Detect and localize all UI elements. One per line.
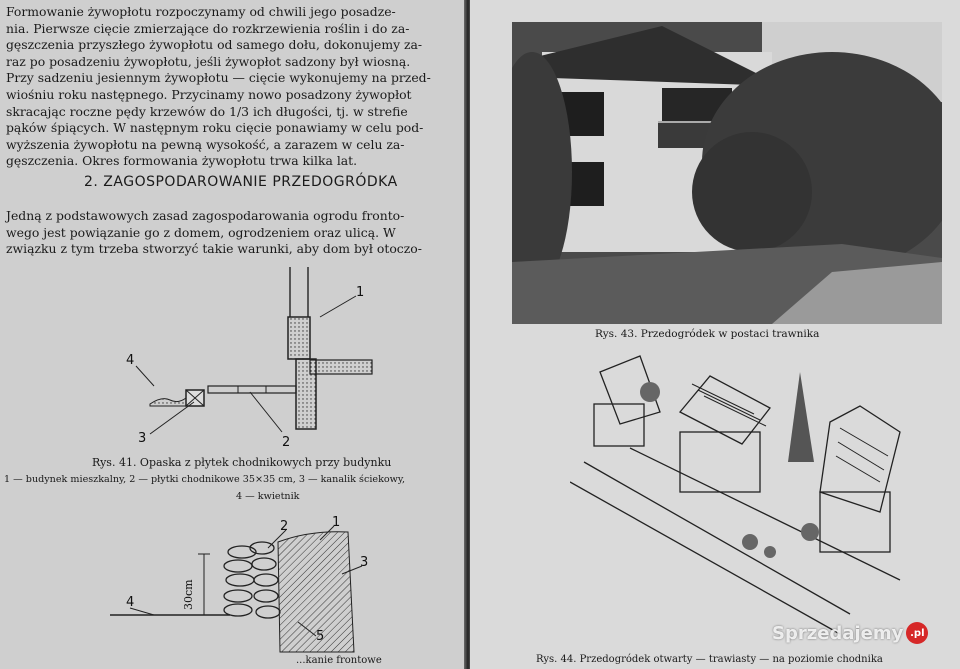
text-line: gęszczenia. Okres formowania żywopłotu trwa kilka lat. (6, 153, 358, 169)
section-heading: 2. ZAGOSPODAROWANIE PRZEDOGRÓDKA (84, 174, 398, 190)
callout-3: 3 (360, 555, 369, 570)
figure-41-caption: Rys. 41. Opaska z płytek chodnikowych przy budynku (92, 456, 392, 469)
text-line: pąków śpiących. W następnym roku cięcie ponawiamy w celu pod- (6, 120, 424, 136)
callout-1: 1 (332, 515, 341, 530)
left-page (0, 0, 468, 669)
text-line: raz po posadzeniu żywopłotu, jeśli żywopłot sadzony był wiosną. (6, 53, 411, 69)
text-line: Jedną z podstawowych zasad zagospodarowania ogrodu fronto- (6, 208, 405, 223)
callout-4: 4 (126, 353, 135, 368)
text-line: Przy sadzeniu jesiennym żywopłotu — cięcie wykonujemy na przed- (6, 70, 431, 86)
right-page (470, 0, 960, 669)
figure-42-drawing (110, 512, 380, 662)
text-line: Formowanie żywopłotu rozpoczynamy od chwili jego posadze- (6, 4, 396, 19)
figure-44-caption: Rys. 44. Przedogródek otwarty — trawiasty — na poziomie chodnika (536, 654, 883, 665)
text-line: wego jest powiązanie go z domem, ogrodzeniem oraz ulicą. W (6, 224, 396, 240)
figure-43-photo (512, 22, 942, 324)
dimension-label: 30cm (182, 579, 195, 610)
callout-2: 2 (280, 519, 289, 534)
callout-4: 4 (126, 595, 135, 610)
watermark-badge: .pl (906, 622, 928, 644)
callout-2: 2 (282, 435, 291, 450)
text-line: gęszczenia przyszłego żywopłotu od samego dołu, dokonujemy za- (6, 37, 423, 53)
figure-41-drawing (110, 262, 390, 452)
callout-1: 1 (356, 285, 365, 300)
figure-44-drawing (570, 352, 960, 642)
watermark-text: Sprzedajemy (772, 622, 904, 644)
paragraph-front-garden (6, 208, 456, 258)
watermark (772, 622, 928, 644)
figure-41-legend: 1 — budynek mieszkalny, 2 — płytki chodnikowe 35×35 cm, 3 — kanalik ściekowy, (4, 474, 406, 485)
text-line: skracając roczne pędy krzewów do 1/3 ich długości, tj. w strefie (6, 103, 408, 119)
text-line: wiośniu roku następnego. Przycinamy nowo posadzony żywopłot (6, 86, 412, 102)
figure-42-caption: ...kanie frontowe (296, 655, 382, 666)
figure-41-legend-2: 4 — kwietnik (236, 491, 300, 502)
text-line: nia. Pierwsze cięcie zmierzające do rozkrzewienia roślin i do za- (6, 20, 410, 36)
text-line: związku z tym trzeba stworzyć takie warunki, aby dom był otoczo- (6, 241, 422, 257)
callout-5: 5 (316, 629, 325, 644)
paragraph-hedge-forming (6, 4, 456, 170)
text-line: wyższenia żywopłotu na pewną wysokość, a zarazem w celu za- (6, 136, 405, 152)
callout-3: 3 (138, 431, 147, 446)
figure-43-caption: Rys. 43. Przedogródek w postaci trawnika (595, 328, 820, 340)
